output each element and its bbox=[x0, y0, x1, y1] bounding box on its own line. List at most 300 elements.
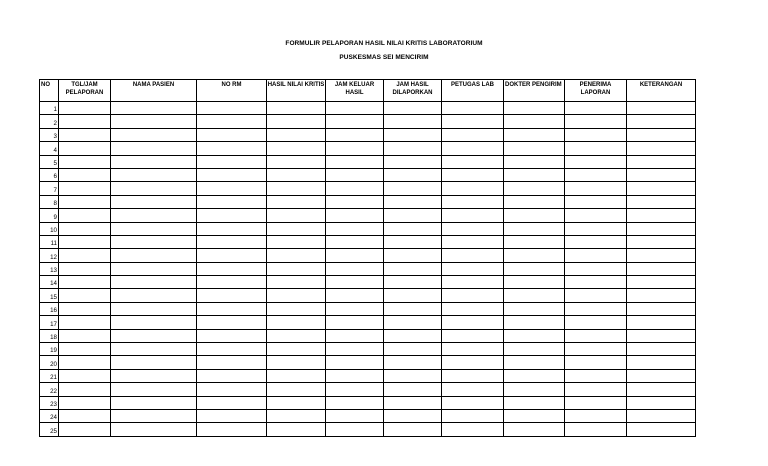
header-dokter-pengirim: DOKTER PENGIRIM bbox=[504, 80, 565, 102]
tgl-jam-cell[interactable] bbox=[59, 155, 111, 168]
dokter-pengirim-cell[interactable] bbox=[504, 329, 565, 342]
petugas-lab-cell[interactable] bbox=[442, 316, 504, 329]
jam-keluar-hasil-cell[interactable] bbox=[326, 115, 384, 128]
no-rm-cell[interactable] bbox=[197, 329, 267, 342]
jam-hasil-dilaporkan-cell[interactable] bbox=[384, 209, 442, 222]
keterangan-cell[interactable] bbox=[627, 302, 696, 315]
header-jam-hasil-dilaporkan: JAM HASIL DILAPORKAN bbox=[384, 80, 442, 102]
jam-hasil-dilaporkan-cell[interactable] bbox=[384, 249, 442, 262]
petugas-lab-cell[interactable] bbox=[442, 369, 504, 382]
jam-keluar-hasil-cell[interactable] bbox=[326, 155, 384, 168]
dokter-pengirim-cell[interactable] bbox=[504, 142, 565, 155]
nama-pasien-cell[interactable] bbox=[111, 356, 197, 369]
jam-keluar-hasil-cell[interactable] bbox=[326, 235, 384, 248]
dokter-pengirim-cell[interactable] bbox=[504, 369, 565, 382]
no-rm-cell[interactable] bbox=[197, 222, 267, 235]
tgl-jam-cell[interactable] bbox=[59, 142, 111, 155]
table-row bbox=[40, 102, 696, 115]
hasil-nilai-kritis-cell[interactable] bbox=[267, 343, 326, 356]
dokter-pengirim-cell[interactable] bbox=[504, 168, 565, 181]
tgl-jam-cell[interactable] bbox=[59, 343, 111, 356]
table-row bbox=[40, 222, 696, 235]
row-number: 6 bbox=[40, 168, 59, 181]
jam-hasil-dilaporkan-cell[interactable] bbox=[384, 369, 442, 382]
jam-keluar-hasil-cell[interactable] bbox=[326, 409, 384, 422]
jam-keluar-hasil-cell[interactable] bbox=[326, 262, 384, 275]
keterangan-cell[interactable] bbox=[627, 396, 696, 409]
jam-hasil-dilaporkan-cell[interactable] bbox=[384, 343, 442, 356]
no-rm-cell[interactable] bbox=[197, 128, 267, 141]
jam-hasil-dilaporkan-cell[interactable] bbox=[384, 102, 442, 115]
penerima-laporan-cell[interactable] bbox=[565, 276, 627, 289]
jam-hasil-dilaporkan-cell[interactable] bbox=[384, 262, 442, 275]
dokter-pengirim-cell[interactable] bbox=[504, 276, 565, 289]
table-row bbox=[40, 142, 696, 155]
dokter-pengirim-cell[interactable] bbox=[504, 155, 565, 168]
keterangan-cell[interactable] bbox=[627, 289, 696, 302]
petugas-lab-cell[interactable] bbox=[442, 235, 504, 248]
nama-pasien-cell[interactable] bbox=[111, 168, 197, 181]
petugas-lab-cell[interactable] bbox=[442, 168, 504, 181]
jam-keluar-hasil-cell[interactable] bbox=[326, 383, 384, 396]
nama-pasien-cell[interactable] bbox=[111, 316, 197, 329]
table-header-row bbox=[40, 80, 696, 102]
header-no-rm: NO RM bbox=[197, 80, 267, 102]
jam-keluar-hasil-cell[interactable] bbox=[326, 289, 384, 302]
row-number: 4 bbox=[40, 142, 59, 155]
no-rm-cell[interactable] bbox=[197, 409, 267, 422]
hasil-nilai-kritis-cell[interactable] bbox=[267, 249, 326, 262]
jam-keluar-hasil-cell[interactable] bbox=[326, 222, 384, 235]
jam-keluar-hasil-cell[interactable] bbox=[326, 369, 384, 382]
nama-pasien-cell[interactable] bbox=[111, 249, 197, 262]
petugas-lab-cell[interactable] bbox=[442, 249, 504, 262]
jam-hasil-dilaporkan-cell[interactable] bbox=[384, 396, 442, 409]
no-rm-cell[interactable] bbox=[197, 356, 267, 369]
row-number: 18 bbox=[40, 329, 59, 342]
nama-pasien-cell[interactable] bbox=[111, 276, 197, 289]
penerima-laporan-cell[interactable] bbox=[565, 396, 627, 409]
table-row bbox=[40, 115, 696, 128]
header-tgl-jam-pelaporan: TGL/JAM PELAPORAN bbox=[59, 80, 111, 102]
jam-hasil-dilaporkan-cell[interactable] bbox=[384, 128, 442, 141]
dokter-pengirim-cell[interactable] bbox=[504, 209, 565, 222]
row-number: 17 bbox=[40, 316, 59, 329]
hasil-nilai-kritis-cell[interactable] bbox=[267, 235, 326, 248]
no-rm-cell[interactable] bbox=[197, 115, 267, 128]
hasil-nilai-kritis-cell[interactable] bbox=[267, 168, 326, 181]
table-row bbox=[40, 356, 696, 369]
header-jam-keluar-hasil: JAM KELUAR HASIL bbox=[326, 80, 384, 102]
petugas-lab-cell[interactable] bbox=[442, 343, 504, 356]
hasil-nilai-kritis-cell[interactable] bbox=[267, 155, 326, 168]
petugas-lab-cell[interactable] bbox=[442, 115, 504, 128]
keterangan-cell[interactable] bbox=[627, 356, 696, 369]
dokter-pengirim-cell[interactable] bbox=[504, 102, 565, 115]
tgl-jam-cell[interactable] bbox=[59, 195, 111, 208]
jam-hasil-dilaporkan-cell[interactable] bbox=[384, 302, 442, 315]
tgl-jam-cell[interactable] bbox=[59, 276, 111, 289]
no-rm-cell[interactable] bbox=[197, 209, 267, 222]
tgl-jam-cell[interactable] bbox=[59, 383, 111, 396]
keterangan-cell[interactable] bbox=[627, 182, 696, 195]
header-penerima-laporan: PENERIMA LAPORAN bbox=[565, 80, 627, 102]
no-rm-cell[interactable] bbox=[197, 142, 267, 155]
tgl-jam-cell[interactable] bbox=[59, 289, 111, 302]
nama-pasien-cell[interactable] bbox=[111, 128, 197, 141]
no-rm-cell[interactable] bbox=[197, 383, 267, 396]
row-number: 5 bbox=[40, 155, 59, 168]
petugas-lab-cell[interactable] bbox=[442, 182, 504, 195]
nama-pasien-cell[interactable] bbox=[111, 383, 197, 396]
jam-keluar-hasil-cell[interactable] bbox=[326, 168, 384, 181]
row-number: 23 bbox=[40, 396, 59, 409]
penerima-laporan-cell[interactable] bbox=[565, 222, 627, 235]
nama-pasien-cell[interactable] bbox=[111, 343, 197, 356]
jam-hasil-dilaporkan-cell[interactable] bbox=[384, 356, 442, 369]
jam-hasil-dilaporkan-cell[interactable] bbox=[384, 409, 442, 422]
petugas-lab-cell[interactable] bbox=[442, 423, 504, 436]
no-rm-cell[interactable] bbox=[197, 316, 267, 329]
no-rm-cell[interactable] bbox=[197, 262, 267, 275]
jam-hasil-dilaporkan-cell[interactable] bbox=[384, 423, 442, 436]
row-number: 3 bbox=[40, 128, 59, 141]
hasil-nilai-kritis-cell[interactable] bbox=[267, 102, 326, 115]
petugas-lab-cell[interactable] bbox=[442, 102, 504, 115]
penerima-laporan-cell[interactable] bbox=[565, 195, 627, 208]
no-rm-cell[interactable] bbox=[197, 276, 267, 289]
nama-pasien-cell[interactable] bbox=[111, 329, 197, 342]
jam-keluar-hasil-cell[interactable] bbox=[326, 195, 384, 208]
nama-pasien-cell[interactable] bbox=[111, 369, 197, 382]
penerima-laporan-cell[interactable] bbox=[565, 128, 627, 141]
nama-pasien-cell[interactable] bbox=[111, 222, 197, 235]
tgl-jam-cell[interactable] bbox=[59, 369, 111, 382]
nama-pasien-cell[interactable] bbox=[111, 209, 197, 222]
hasil-nilai-kritis-cell[interactable] bbox=[267, 369, 326, 382]
no-rm-cell[interactable] bbox=[197, 369, 267, 382]
hasil-nilai-kritis-cell[interactable] bbox=[267, 142, 326, 155]
dokter-pengirim-cell[interactable] bbox=[504, 235, 565, 248]
no-rm-cell[interactable] bbox=[197, 102, 267, 115]
hasil-nilai-kritis-cell[interactable] bbox=[267, 383, 326, 396]
hasil-nilai-kritis-cell[interactable] bbox=[267, 209, 326, 222]
hasil-nilai-kritis-cell[interactable] bbox=[267, 262, 326, 275]
hasil-nilai-kritis-cell[interactable] bbox=[267, 329, 326, 342]
form-title: FORMULIR PELAPORAN HASIL NILAI KRITIS LABORATORIUM bbox=[285, 40, 483, 47]
hasil-nilai-kritis-cell[interactable] bbox=[267, 115, 326, 128]
penerima-laporan-cell[interactable] bbox=[565, 302, 627, 315]
row-number: 24 bbox=[40, 409, 59, 422]
keterangan-cell[interactable] bbox=[627, 316, 696, 329]
penerima-laporan-cell[interactable] bbox=[565, 115, 627, 128]
no-rm-cell[interactable] bbox=[197, 195, 267, 208]
jam-hasil-dilaporkan-cell[interactable] bbox=[384, 142, 442, 155]
nama-pasien-cell[interactable] bbox=[111, 102, 197, 115]
hasil-nilai-kritis-cell[interactable] bbox=[267, 276, 326, 289]
no-rm-cell[interactable] bbox=[197, 289, 267, 302]
hasil-nilai-kritis-cell[interactable] bbox=[267, 396, 326, 409]
table-row bbox=[40, 249, 696, 262]
penerima-laporan-cell[interactable] bbox=[565, 289, 627, 302]
nama-pasien-cell[interactable] bbox=[111, 142, 197, 155]
table-row bbox=[40, 289, 696, 302]
petugas-lab-cell[interactable] bbox=[442, 222, 504, 235]
keterangan-cell[interactable] bbox=[627, 168, 696, 181]
row-number: 20 bbox=[40, 356, 59, 369]
no-rm-cell[interactable] bbox=[197, 249, 267, 262]
row-number: 15 bbox=[40, 289, 59, 302]
row-number: 25 bbox=[40, 423, 59, 436]
dokter-pengirim-cell[interactable] bbox=[504, 423, 565, 436]
jam-hasil-dilaporkan-cell[interactable] bbox=[384, 195, 442, 208]
no-rm-cell[interactable] bbox=[197, 155, 267, 168]
keterangan-cell[interactable] bbox=[627, 409, 696, 422]
row-number: 13 bbox=[40, 262, 59, 275]
keterangan-cell[interactable] bbox=[627, 155, 696, 168]
hasil-nilai-kritis-cell[interactable] bbox=[267, 195, 326, 208]
jam-hasil-dilaporkan-cell[interactable] bbox=[384, 222, 442, 235]
report-table bbox=[39, 79, 696, 437]
jam-hasil-dilaporkan-cell[interactable] bbox=[384, 383, 442, 396]
hasil-nilai-kritis-cell[interactable] bbox=[267, 356, 326, 369]
row-number: 2 bbox=[40, 115, 59, 128]
tgl-jam-cell[interactable] bbox=[59, 168, 111, 181]
jam-keluar-hasil-cell[interactable] bbox=[326, 128, 384, 141]
jam-keluar-hasil-cell[interactable] bbox=[326, 276, 384, 289]
keterangan-cell[interactable] bbox=[627, 343, 696, 356]
jam-keluar-hasil-cell[interactable] bbox=[326, 249, 384, 262]
keterangan-cell[interactable] bbox=[627, 235, 696, 248]
penerima-laporan-cell[interactable] bbox=[565, 102, 627, 115]
tgl-jam-cell[interactable] bbox=[59, 302, 111, 315]
hasil-nilai-kritis-cell[interactable] bbox=[267, 302, 326, 315]
petugas-lab-cell[interactable] bbox=[442, 276, 504, 289]
row-number: 10 bbox=[40, 222, 59, 235]
header-hasil-nilai-kritis: HASIL NILAI KRITIS bbox=[267, 80, 326, 102]
tgl-jam-cell[interactable] bbox=[59, 396, 111, 409]
table-row bbox=[40, 235, 696, 248]
table-row bbox=[40, 276, 696, 289]
keterangan-cell[interactable] bbox=[627, 276, 696, 289]
header-petugas-lab: PETUGAS LAB bbox=[442, 80, 504, 102]
tgl-jam-cell[interactable] bbox=[59, 182, 111, 195]
tgl-jam-cell[interactable] bbox=[59, 102, 111, 115]
petugas-lab-cell[interactable] bbox=[442, 329, 504, 342]
no-rm-cell[interactable] bbox=[197, 302, 267, 315]
keterangan-cell[interactable] bbox=[627, 249, 696, 262]
jam-hasil-dilaporkan-cell[interactable] bbox=[384, 155, 442, 168]
form-subtitle: PUSKESMAS SEI MENCIRIM bbox=[339, 54, 429, 61]
table-row bbox=[40, 209, 696, 222]
tgl-jam-cell[interactable] bbox=[59, 115, 111, 128]
keterangan-cell[interactable] bbox=[627, 383, 696, 396]
row-number: 14 bbox=[40, 276, 59, 289]
header-nama-pasien: NAMA PASIEN bbox=[111, 80, 197, 102]
row-number: 22 bbox=[40, 383, 59, 396]
penerima-laporan-cell[interactable] bbox=[565, 168, 627, 181]
dokter-pengirim-cell[interactable] bbox=[504, 115, 565, 128]
jam-hasil-dilaporkan-cell[interactable] bbox=[384, 115, 442, 128]
no-rm-cell[interactable] bbox=[197, 235, 267, 248]
tgl-jam-cell[interactable] bbox=[59, 316, 111, 329]
table-row bbox=[40, 316, 696, 329]
keterangan-cell[interactable] bbox=[627, 115, 696, 128]
jam-keluar-hasil-cell[interactable] bbox=[326, 182, 384, 195]
keterangan-cell[interactable] bbox=[627, 142, 696, 155]
dokter-pengirim-cell[interactable] bbox=[504, 409, 565, 422]
jam-hasil-dilaporkan-cell[interactable] bbox=[384, 289, 442, 302]
penerima-laporan-cell[interactable] bbox=[565, 316, 627, 329]
hasil-nilai-kritis-cell[interactable] bbox=[267, 182, 326, 195]
jam-keluar-hasil-cell[interactable] bbox=[326, 316, 384, 329]
keterangan-cell[interactable] bbox=[627, 102, 696, 115]
keterangan-cell[interactable] bbox=[627, 262, 696, 275]
hasil-nilai-kritis-cell[interactable] bbox=[267, 128, 326, 141]
keterangan-cell[interactable] bbox=[627, 369, 696, 382]
jam-hasil-dilaporkan-cell[interactable] bbox=[384, 329, 442, 342]
jam-keluar-hasil-cell[interactable] bbox=[326, 209, 384, 222]
hasil-nilai-kritis-cell[interactable] bbox=[267, 316, 326, 329]
no-rm-cell[interactable] bbox=[197, 343, 267, 356]
nama-pasien-cell[interactable] bbox=[111, 409, 197, 422]
penerima-laporan-cell[interactable] bbox=[565, 155, 627, 168]
tgl-jam-cell[interactable] bbox=[59, 329, 111, 342]
hasil-nilai-kritis-cell[interactable] bbox=[267, 222, 326, 235]
penerima-laporan-cell[interactable] bbox=[565, 142, 627, 155]
row-number: 8 bbox=[40, 195, 59, 208]
penerima-laporan-cell[interactable] bbox=[565, 209, 627, 222]
dokter-pengirim-cell[interactable] bbox=[504, 262, 565, 275]
nama-pasien-cell[interactable] bbox=[111, 423, 197, 436]
petugas-lab-cell[interactable] bbox=[442, 128, 504, 141]
nama-pasien-cell[interactable] bbox=[111, 155, 197, 168]
row-number: 16 bbox=[40, 302, 59, 315]
nama-pasien-cell[interactable] bbox=[111, 302, 197, 315]
dokter-pengirim-cell[interactable] bbox=[504, 302, 565, 315]
dokter-pengirim-cell[interactable] bbox=[504, 182, 565, 195]
petugas-lab-cell[interactable] bbox=[442, 209, 504, 222]
tgl-jam-cell[interactable] bbox=[59, 209, 111, 222]
jam-keluar-hasil-cell[interactable] bbox=[326, 423, 384, 436]
petugas-lab-cell[interactable] bbox=[442, 356, 504, 369]
keterangan-cell[interactable] bbox=[627, 195, 696, 208]
jam-hasil-dilaporkan-cell[interactable] bbox=[384, 168, 442, 181]
penerima-laporan-cell[interactable] bbox=[565, 329, 627, 342]
no-rm-cell[interactable] bbox=[197, 168, 267, 181]
jam-keluar-hasil-cell[interactable] bbox=[326, 329, 384, 342]
keterangan-cell[interactable] bbox=[627, 423, 696, 436]
jam-keluar-hasil-cell[interactable] bbox=[326, 396, 384, 409]
dokter-pengirim-cell[interactable] bbox=[504, 383, 565, 396]
keterangan-cell[interactable] bbox=[627, 329, 696, 342]
row-number: 1 bbox=[40, 102, 59, 115]
dokter-pengirim-cell[interactable] bbox=[504, 343, 565, 356]
jam-hasil-dilaporkan-cell[interactable] bbox=[384, 316, 442, 329]
penerima-laporan-cell[interactable] bbox=[565, 369, 627, 382]
table-row bbox=[40, 155, 696, 168]
no-rm-cell[interactable] bbox=[197, 396, 267, 409]
hasil-nilai-kritis-cell[interactable] bbox=[267, 289, 326, 302]
penerima-laporan-cell[interactable] bbox=[565, 423, 627, 436]
penerima-laporan-cell[interactable] bbox=[565, 262, 627, 275]
tgl-jam-cell[interactable] bbox=[59, 356, 111, 369]
petugas-lab-cell[interactable] bbox=[442, 396, 504, 409]
nama-pasien-cell[interactable] bbox=[111, 262, 197, 275]
keterangan-cell[interactable] bbox=[627, 209, 696, 222]
nama-pasien-cell[interactable] bbox=[111, 115, 197, 128]
tgl-jam-cell[interactable] bbox=[59, 423, 111, 436]
dokter-pengirim-cell[interactable] bbox=[504, 289, 565, 302]
petugas-lab-cell[interactable] bbox=[442, 195, 504, 208]
keterangan-cell[interactable] bbox=[627, 222, 696, 235]
jam-keluar-hasil-cell[interactable] bbox=[326, 102, 384, 115]
table-row bbox=[40, 329, 696, 342]
penerima-laporan-cell[interactable] bbox=[565, 235, 627, 248]
dokter-pengirim-cell[interactable] bbox=[504, 249, 565, 262]
jam-keluar-hasil-cell[interactable] bbox=[326, 356, 384, 369]
no-rm-cell[interactable] bbox=[197, 423, 267, 436]
nama-pasien-cell[interactable] bbox=[111, 182, 197, 195]
dokter-pengirim-cell[interactable] bbox=[504, 222, 565, 235]
penerima-laporan-cell[interactable] bbox=[565, 249, 627, 262]
petugas-lab-cell[interactable] bbox=[442, 302, 504, 315]
petugas-lab-cell[interactable] bbox=[442, 409, 504, 422]
keterangan-cell[interactable] bbox=[627, 128, 696, 141]
tgl-jam-cell[interactable] bbox=[59, 262, 111, 275]
penerima-laporan-cell[interactable] bbox=[565, 383, 627, 396]
jam-keluar-hasil-cell[interactable] bbox=[326, 343, 384, 356]
jam-keluar-hasil-cell[interactable] bbox=[326, 302, 384, 315]
dokter-pengirim-cell[interactable] bbox=[504, 128, 565, 141]
table-row bbox=[40, 182, 696, 195]
table-row bbox=[40, 195, 696, 208]
penerima-laporan-cell[interactable] bbox=[565, 343, 627, 356]
penerima-laporan-cell[interactable] bbox=[565, 182, 627, 195]
dokter-pengirim-cell[interactable] bbox=[504, 316, 565, 329]
penerima-laporan-cell[interactable] bbox=[565, 409, 627, 422]
penerima-laporan-cell[interactable] bbox=[565, 356, 627, 369]
tgl-jam-cell[interactable] bbox=[59, 409, 111, 422]
tgl-jam-cell[interactable] bbox=[59, 222, 111, 235]
petugas-lab-cell[interactable] bbox=[442, 155, 504, 168]
tgl-jam-cell[interactable] bbox=[59, 128, 111, 141]
nama-pasien-cell[interactable] bbox=[111, 289, 197, 302]
petugas-lab-cell[interactable] bbox=[442, 142, 504, 155]
jam-hasil-dilaporkan-cell[interactable] bbox=[384, 276, 442, 289]
hasil-nilai-kritis-cell[interactable] bbox=[267, 423, 326, 436]
tgl-jam-cell[interactable] bbox=[59, 235, 111, 248]
petugas-lab-cell[interactable] bbox=[442, 262, 504, 275]
header-no: NO bbox=[40, 80, 59, 102]
table-row bbox=[40, 302, 696, 315]
tgl-jam-cell[interactable] bbox=[59, 249, 111, 262]
dokter-pengirim-cell[interactable] bbox=[504, 356, 565, 369]
petugas-lab-cell[interactable] bbox=[442, 289, 504, 302]
jam-hasil-dilaporkan-cell[interactable] bbox=[384, 235, 442, 248]
nama-pasien-cell[interactable] bbox=[111, 195, 197, 208]
nama-pasien-cell[interactable] bbox=[111, 235, 197, 248]
dokter-pengirim-cell[interactable] bbox=[504, 396, 565, 409]
hasil-nilai-kritis-cell[interactable] bbox=[267, 409, 326, 422]
no-rm-cell[interactable] bbox=[197, 182, 267, 195]
jam-hasil-dilaporkan-cell[interactable] bbox=[384, 182, 442, 195]
nama-pasien-cell[interactable] bbox=[111, 396, 197, 409]
dokter-pengirim-cell[interactable] bbox=[504, 195, 565, 208]
petugas-lab-cell[interactable] bbox=[442, 383, 504, 396]
table-row bbox=[40, 343, 696, 356]
jam-keluar-hasil-cell[interactable] bbox=[326, 142, 384, 155]
